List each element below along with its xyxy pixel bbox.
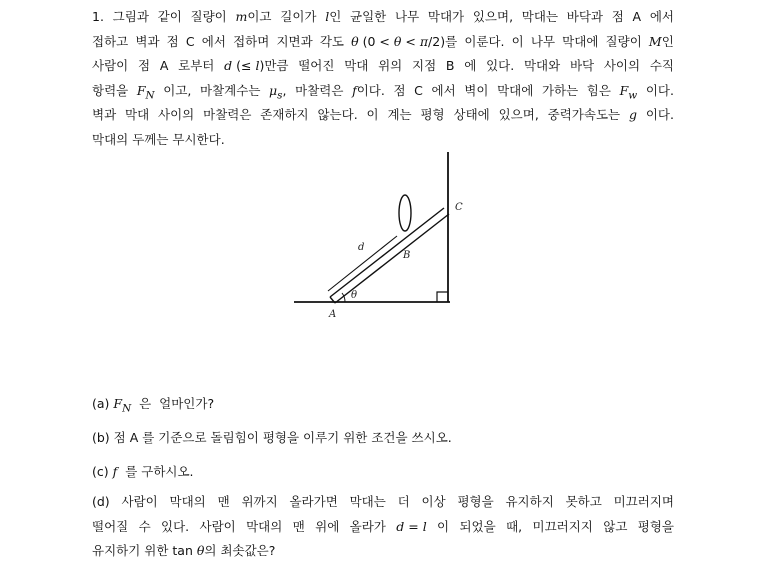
question-b: (b) 점 A 를 기준으로 돌림힘이 평형을 이루기 위한 조건을 쓰시오.	[92, 430, 452, 445]
label-B: B	[403, 250, 411, 261]
person-ellipse	[399, 195, 411, 231]
question-d	[92, 490, 674, 564]
problem-line: 접하고 벽과 점 C 에서 접하며 지면과 각도 θ (0 < θ < π/2)를 이룬다. 이 나무 막대에 질량이 M인	[92, 33, 674, 49]
question-c: (c) f 를 구하시오.	[92, 464, 194, 479]
problem-line: 막대의 두께는 무시한다.	[92, 131, 225, 147]
question-d-line: 유지하기 위한 tan θ의 최솟값은?	[92, 543, 276, 559]
question-d-line: 떨어질 수 있다. 사람이 막대의 맨 위에 올라가 d = l 이 되었을 때, 미끄러지지 않고 평형을	[92, 518, 674, 534]
ladder-rail	[330, 208, 444, 297]
problem-line: 사람이 점 A 로부터 d (≤ l)만큼 떨어진 막대 위의 지점 B 에 있다. 막대와 바닥 사이의 수직	[92, 58, 674, 74]
label-theta: θ	[351, 290, 358, 301]
label-C: C	[455, 202, 463, 213]
question-d-line: (d) 사람이 막대의 맨 위까지 올라가면 막대는 더 이상 평형을 유지하지 못하고 미끄러지며	[92, 494, 674, 509]
question-a: (a) $F_N$ 은 얼마인가?	[92, 396, 215, 415]
problem-line: 벽과 막대 사이의 마찰력은 존재하지 않는다. 이 계는 평형 상태에 있으며, 중력가속도는 g 이다.	[92, 107, 674, 123]
problem-line: 항력을 $F_N$ 이고, 마찰계수는 $\mu_s$, 마찰력은 f이다. 점 C 에서 벽이 막대에 가하는 힘은 $F_w$ 이다.	[92, 82, 674, 102]
label-d: d	[358, 242, 365, 253]
right-angle-mark	[437, 292, 448, 302]
problem-line: 1. 그림과 같이 질량이 m이고 길이가 l인 균일한 나무 막대가 있으며, 막대는 바닥과 점 A 에서	[92, 9, 674, 24]
label-A: A	[329, 309, 337, 320]
